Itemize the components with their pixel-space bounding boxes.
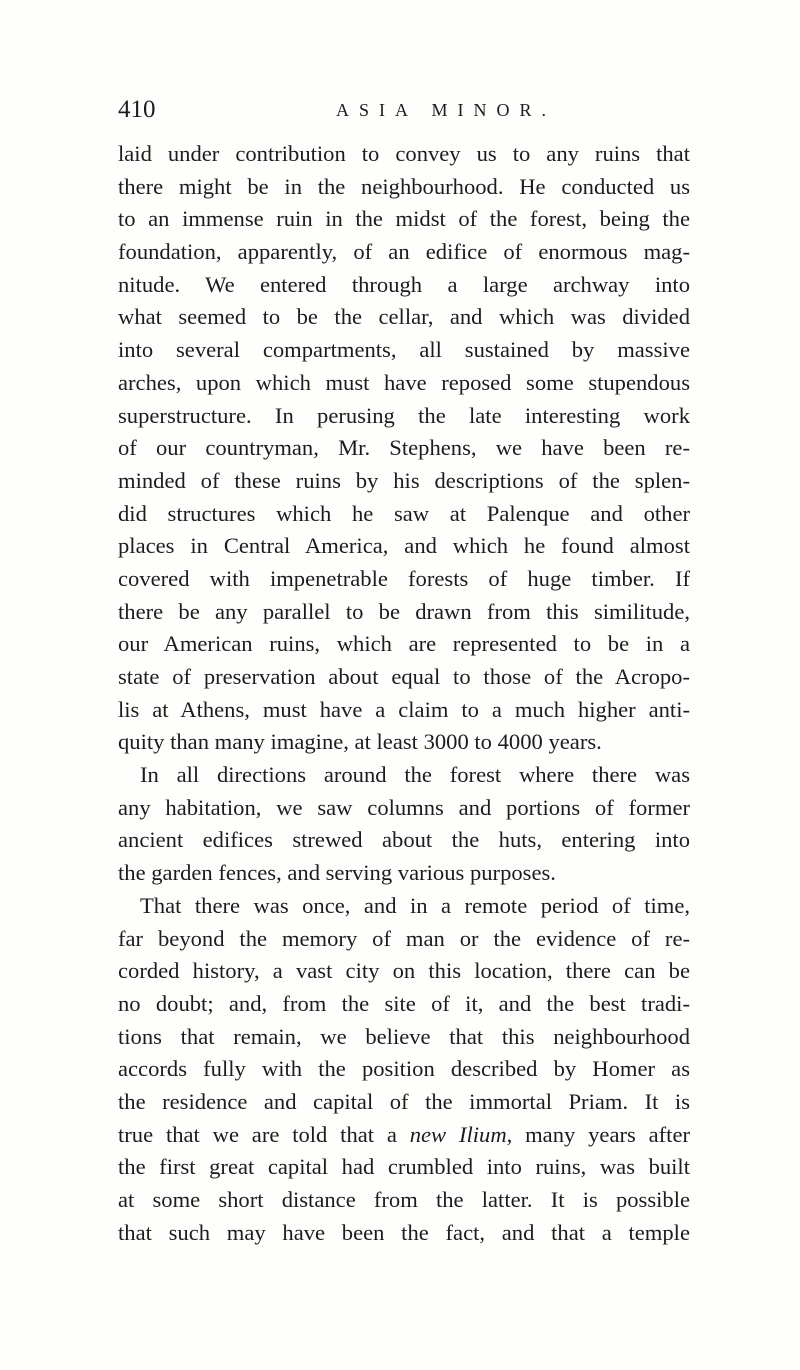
italic-term: new Ilium	[409, 1121, 507, 1147]
text-line: state of preservation about equal to those of the Acropo-	[118, 664, 690, 689]
text-line: there be any parallel to be drawn from this similitude,	[118, 598, 690, 624]
text-line: foundation, apparently, of an edifice of enormous mag-	[118, 239, 690, 265]
page-header	[118, 90, 690, 130]
text-line: quity than many imagine, at least 3000 to 4000 years.	[118, 729, 602, 755]
text-line: there might be in the neighbourhood. He conducted us	[118, 173, 690, 199]
text-line: arches, upon which must have reposed some stupendous	[118, 369, 690, 395]
text-line: no doubt; and, from the site of it, and the best tradi-	[118, 990, 690, 1016]
text-line: tions that remain, we believe that this neighbourhood	[118, 1023, 690, 1049]
text-line	[118, 1119, 690, 1152]
text-line: corded history, a vast city on this location, there can be	[118, 958, 690, 984]
text-line: nitude. We entered through a large archway into	[118, 271, 690, 297]
text-line: superstructure. In perusing the late interesting work	[118, 402, 690, 428]
text-line: minded of these ruins by his descriptions of the splen-	[118, 467, 690, 493]
page-number: 410	[118, 96, 156, 123]
text-line: That there was once, and in a remote period of time,	[140, 892, 690, 918]
text-line: of our countryman, Mr. Stephens, we have been re-	[118, 435, 690, 461]
text-line: that such may have been the fact, and that a temple	[118, 1219, 690, 1245]
text-line: any habitation, we saw columns and portions of former	[118, 794, 690, 820]
running-head: ASIA MINOR.	[336, 100, 557, 120]
text-line: the residence and capital of the immortal Priam. It is	[118, 1088, 690, 1114]
text-line: into several compartments, all sustained by massive	[118, 337, 690, 363]
text-line: lis at Athens, must have a claim to a much higher anti-	[118, 696, 690, 722]
text-line: laid under contribution to convey us to any ruins that	[118, 141, 690, 166]
body-text	[118, 138, 690, 1249]
text-line: what seemed to be the cellar, and which was divided	[118, 304, 690, 330]
text-segment: true that we are told that a	[118, 1121, 410, 1147]
text-line: the garden fences, and serving various purposes.	[118, 860, 556, 886]
text-line: our American ruins, which are represented to be in a	[118, 631, 690, 657]
text-line: to an immense ruin in the midst of the forest, being the	[118, 206, 690, 232]
text-line: at some short distance from the latter. It is possible	[118, 1187, 690, 1212]
text-line: covered with impenetrable forests of huge timber. If	[118, 565, 690, 591]
text-line: did structures which he saw at Palenque and other	[118, 500, 690, 526]
text-line: far beyond the memory of man or the evidence of re-	[118, 925, 690, 951]
text-line: the first great capital had crumbled into ruins, was built	[118, 1154, 690, 1180]
text-segment: , many years after	[506, 1121, 690, 1147]
text-line: places in Central America, and which he found almost	[118, 533, 690, 559]
text-line: accords fully with the position described by Homer as	[118, 1056, 690, 1082]
text-line: In all directions around the forest where there was	[140, 762, 690, 788]
text-line: ancient edifices strewed about the huts, entering into	[118, 827, 690, 853]
